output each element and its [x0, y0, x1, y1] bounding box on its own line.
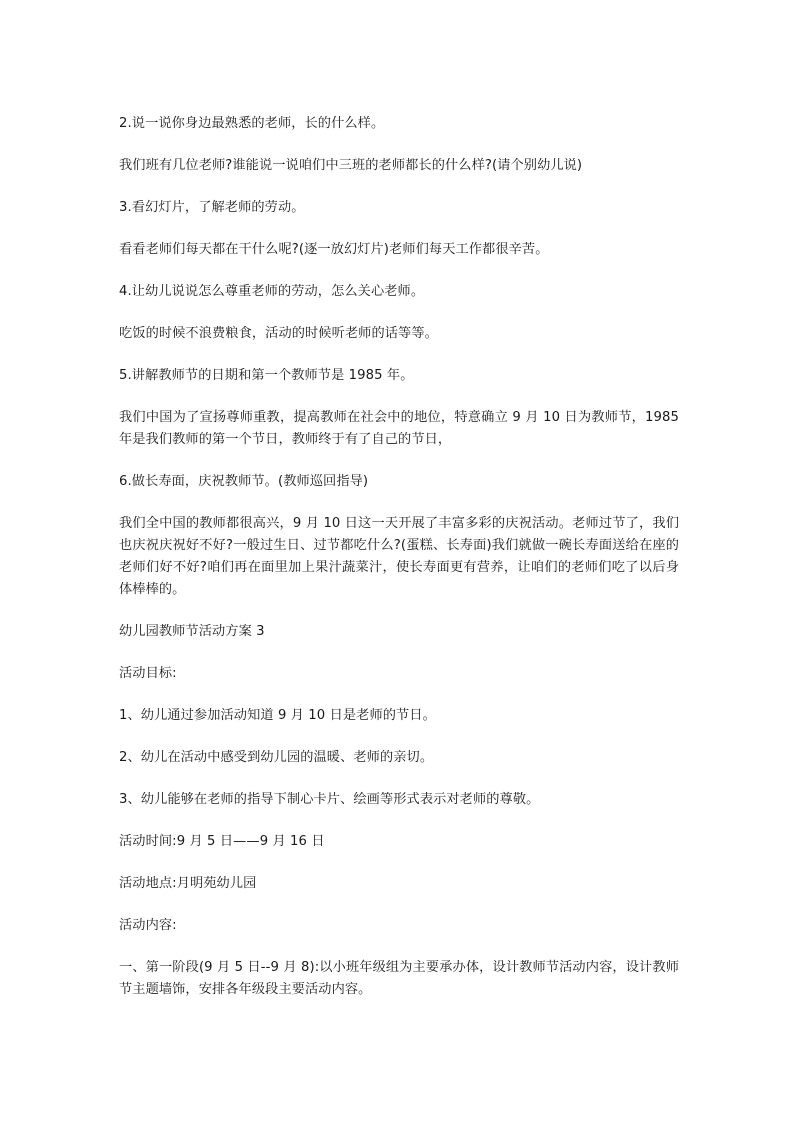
step-6-heading: 6.做长寿面，庆祝教师节。(教师巡回指导): [119, 474, 369, 489]
plan-3-title: 幼儿园教师节活动方案 3: [119, 624, 265, 639]
content-heading: 活动内容:: [119, 918, 177, 933]
step-6-text: 我们全中国的教师都很高兴，9 月 10 日这一天开展了丰富多彩的庆祝活动。老师过节了，我们也庆祝庆祝好不好?一般过生日、过节都吃什么?(蛋糕、长寿面)我们就做一碗长寿面送给在座的老师们好不好?咱们再在面里加上果汁蔬菜汁，使长寿面更有营养，让咱们的老师们吃了以后身体棒棒的。: [119, 516, 679, 597]
activity-time: 活动时间:9 月 5 日——9 月 16 日: [119, 834, 325, 849]
step-4-heading: 4.让幼儿说说怎么尊重老师的劳动，怎么关心老师。: [119, 284, 425, 299]
phase-1-text: 一、第一阶段(9 月 5 日--9 月 8):以小班年级组为主要承办体，设计教师节活动内容，设计教师节主题墙饰，安排各年级段主要活动内容。: [119, 960, 679, 997]
goal-1: 1、幼儿通过参加活动知道 9 月 10 日是老师的节日。: [119, 708, 436, 723]
step-5-heading: 5.讲解教师节的日期和第一个教师节是 1985 年。: [119, 368, 414, 383]
step-3-heading: 3.看幻灯片，了解老师的劳动。: [119, 200, 305, 215]
step-4-text: 吃饭的时候不浪费粮食，活动的时候听老师的话等等。: [119, 326, 438, 341]
goals-heading: 活动目标:: [119, 666, 177, 681]
activity-location: 活动地点:月明苑幼儿园: [119, 876, 257, 891]
document-body: [119, 113, 679, 1001]
goal-3: 3、幼儿能够在老师的指导下制心卡片、绘画等形式表示对老师的尊敬。: [119, 792, 540, 807]
step-2-text: 我们班有几位老师?谁能说一说咱们中三班的老师都长的什么样?(请个别幼儿说): [119, 158, 583, 173]
goal-2: 2、幼儿在活动中感受到幼儿园的温暖、老师的亲切。: [119, 750, 434, 765]
step-2-heading: 2.说一说你身边最熟悉的老师，长的什么样。: [119, 116, 385, 131]
step-3-text: 看看老师们每天都在干什么呢?(逐一放幻灯片)老师们每天工作都很辛苦。: [119, 242, 549, 257]
step-5-text: 我们中国为了宣扬尊师重教，提高教师在社会中的地位，特意确立 9 月 10 日为教师节，1985 年是我们教师的第一个节日，教师终于有了自己的节日，: [119, 410, 679, 447]
